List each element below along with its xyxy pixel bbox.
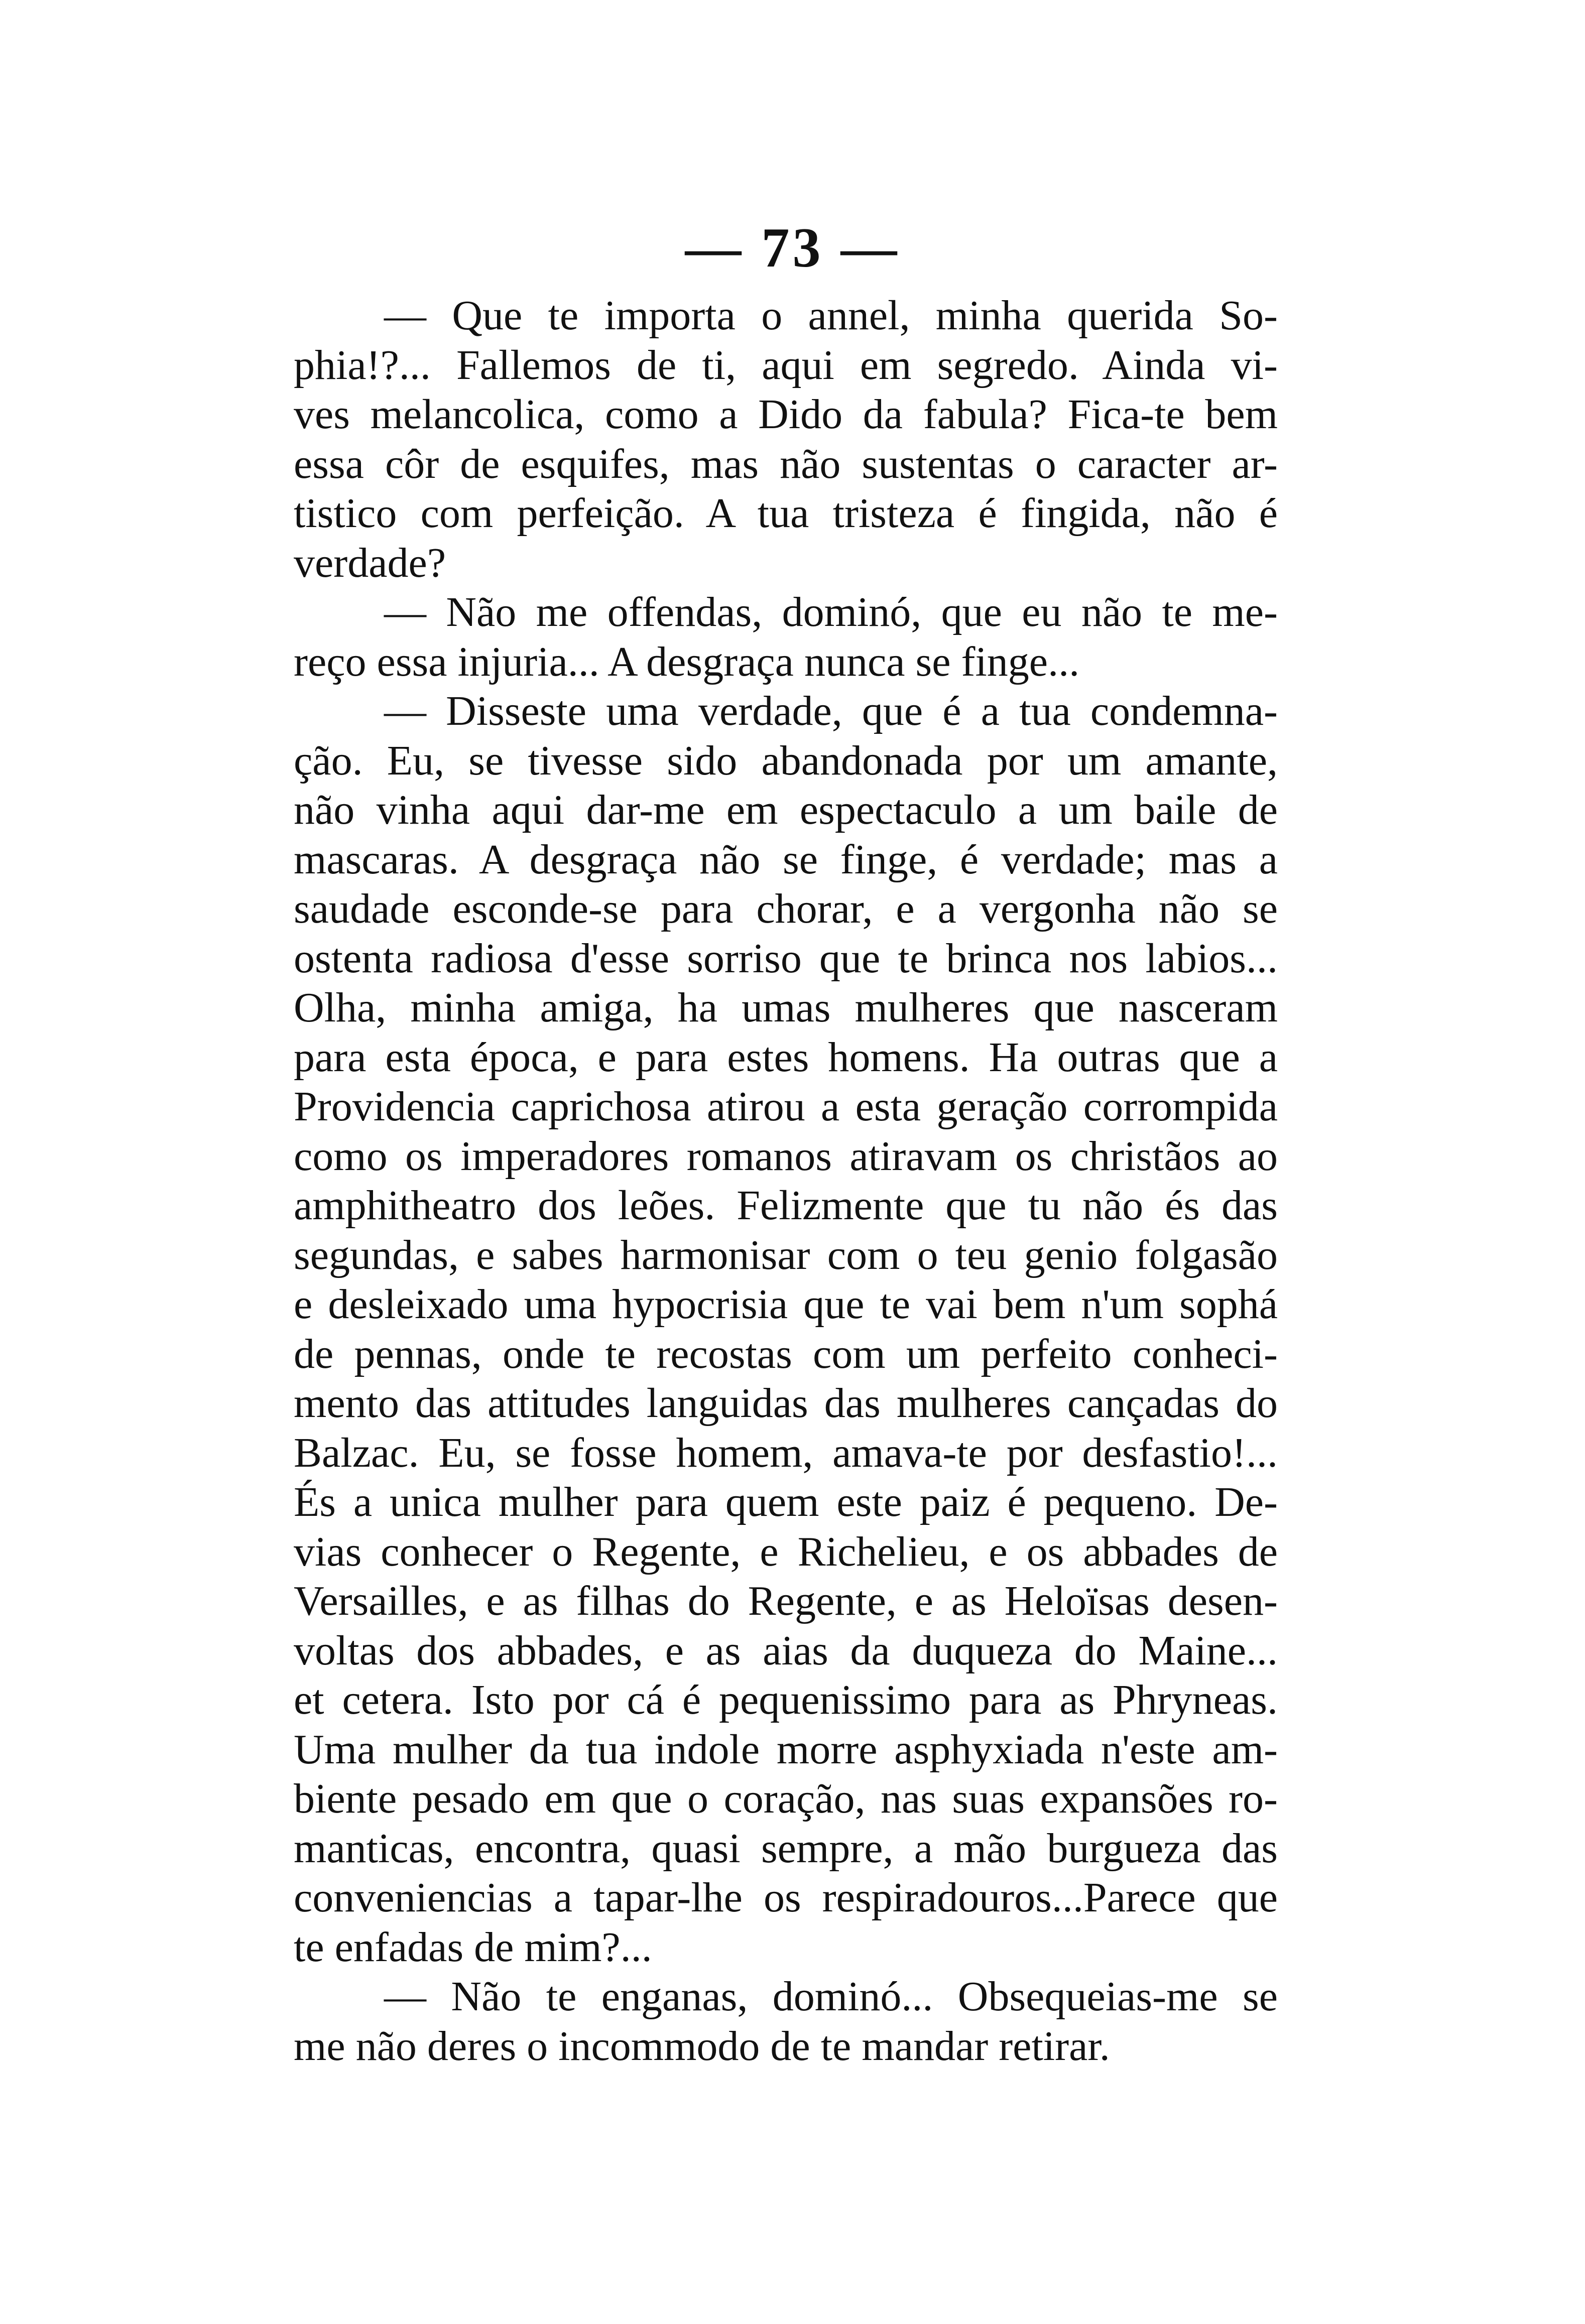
text-line: mento das attitudes languidas das mulheres cançadas do — [294, 1380, 1278, 1427]
text-line: amphitheatro dos leões. Felizmente que tu não és das — [294, 1182, 1278, 1229]
text-line: para esta época, e para estes homens. Ha outras que a — [294, 1034, 1278, 1081]
text-line: não vinha aqui dar-me em espectaculo a um baile de — [294, 787, 1278, 833]
body-text — [294, 291, 1278, 2071]
text-line: vias conhecer o Regente, e Richelieu, e os abbades de — [294, 1528, 1278, 1575]
text-line: tistico com perfeição. A tua tristeza é fingida, não é — [294, 490, 1278, 537]
text-line: et cetera. Isto por cá é pequenissimo para as Phryneas. — [294, 1676, 1278, 1723]
text-line: voltas dos abbades, e as aias da duqueza do Maine... — [294, 1627, 1278, 1674]
text-line: como os imperadores romanos atiravam os christãos ao — [294, 1132, 1278, 1180]
text-line: manticas, encontra, quasi sempre, a mão burgueza das — [294, 1825, 1278, 1872]
text-line: saudade esconde-se para chorar, e a vergonha não se — [294, 885, 1278, 932]
text-line: biente pesado em que o coração, nas suas expansões ro- — [294, 1775, 1278, 1822]
text-line: verdade? — [294, 539, 446, 586]
text-line: te enfadas de mim?... — [294, 1923, 652, 1971]
text-line: essa côr de esquifes, mas não sustentas o caracter ar- — [294, 440, 1278, 487]
text-line: Balzac. Eu, se fosse homem, amava-te por desfastio!... — [294, 1429, 1278, 1476]
text-line: Olha, minha amiga, ha umas mulheres que nasceram — [294, 984, 1278, 1031]
text-line: Versailles, e as filhas do Regente, e as Heloïsas desen- — [294, 1578, 1278, 1624]
text-line: ostenta radiosa d'esse sorriso que te brinca nos labios... — [294, 935, 1278, 982]
text-line: conveniencias a tapar-lhe os respiradouros...Parece que — [294, 1874, 1278, 1921]
text-line: — Não me offendas, dominó, que eu não te me- — [384, 589, 1278, 635]
text-line: phia!?... Fallemos de ti, aqui em segredo. Ainda vi- — [294, 341, 1278, 389]
page-number: — 73 — — [685, 217, 900, 279]
text-line: — Disseste uma verdade, que é a tua condemna- — [384, 688, 1278, 734]
text-line: — Não te enganas, dominó... Obsequeias-me se — [384, 1973, 1278, 2020]
text-line: de pennas, onde te recostas com um perfeito conheci- — [294, 1330, 1278, 1377]
text-line: — Que te importa o annel, minha querida So- — [384, 292, 1278, 339]
text-line: ção. Eu, se tivesse sido abandonada por um amante, — [294, 737, 1278, 784]
text-line: mascaras. A desgraça não se finge, é verdade; mas a — [294, 836, 1278, 883]
text-line: Uma mulher da tua indole morre asphyxiada n'este am- — [294, 1726, 1278, 1773]
text-line: Providencia caprichosa atirou a esta geração corrompida — [294, 1083, 1278, 1130]
text-line: reço essa injuria... A desgraça nunca se finge... — [294, 638, 1080, 685]
text-line: e desleixado uma hypocrisia que te vai bem n'um sophá — [294, 1281, 1278, 1328]
text-line: ves melancolica, como a Dido da fabula? Fica-te bem — [294, 391, 1278, 438]
text-line: segundas, e sabes harmonisar com o teu genio folgasão — [294, 1231, 1278, 1278]
text-line: me não deres o incommodo de te mandar retirar. — [294, 2022, 1110, 2070]
text-line: És a unica mulher para quem este paiz é pequeno. De- — [294, 1479, 1278, 1525]
